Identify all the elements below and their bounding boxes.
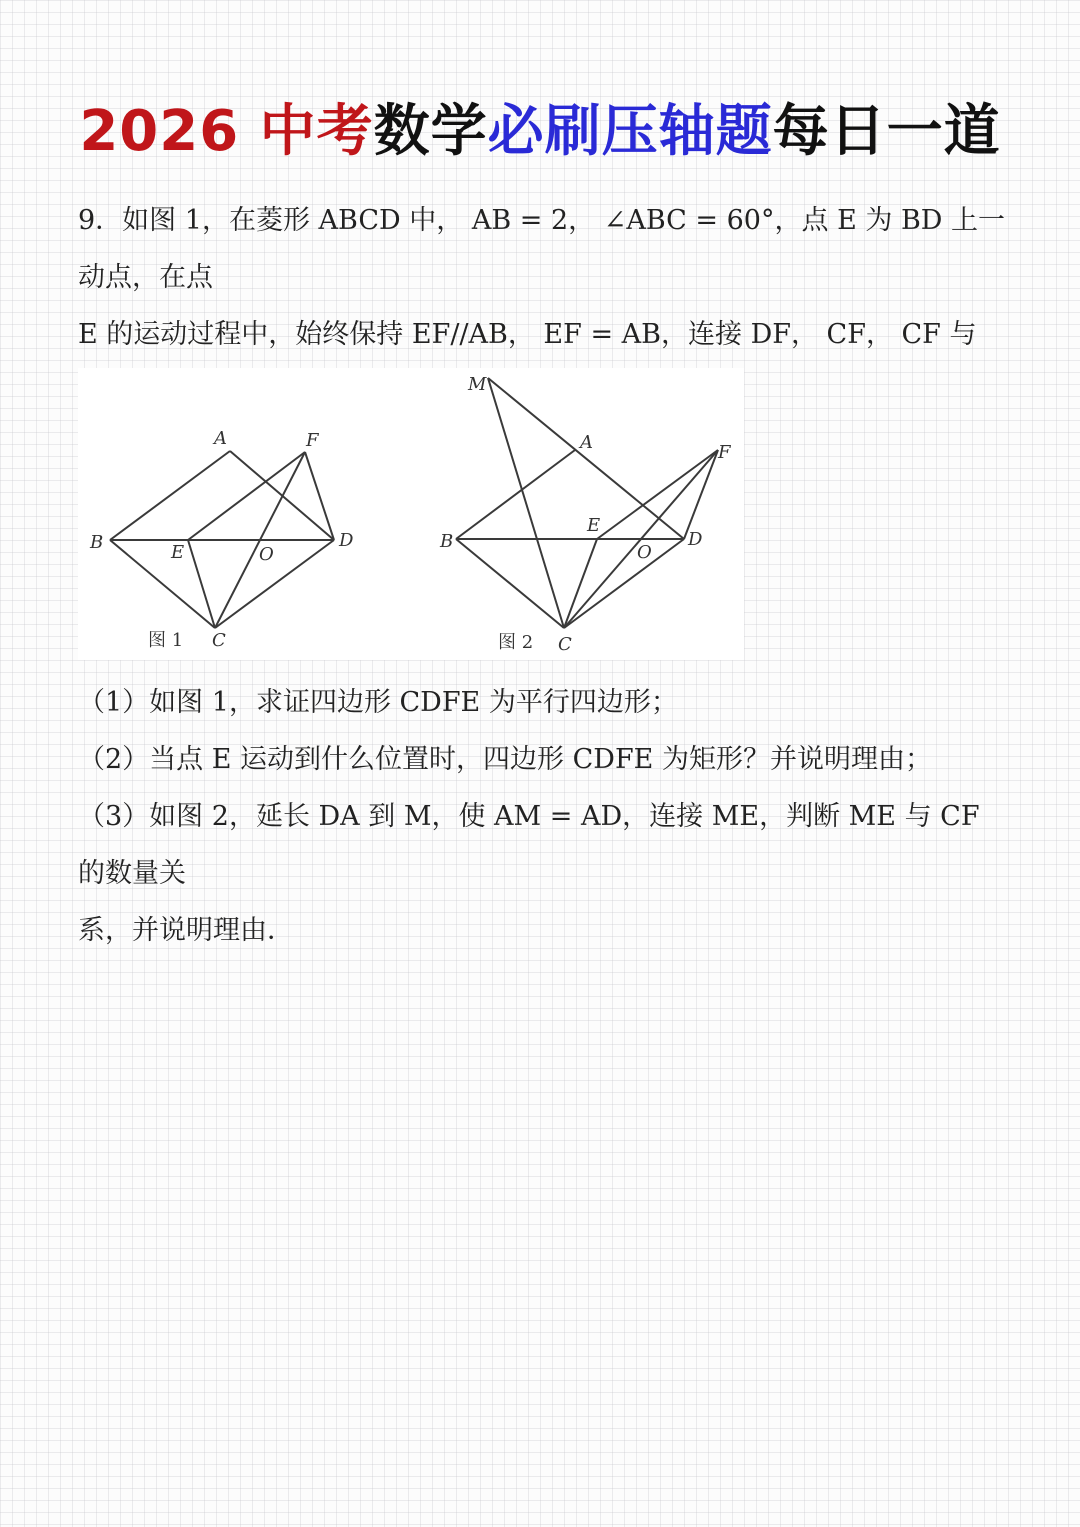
label-e: E <box>587 515 601 536</box>
label-f: F <box>306 430 319 451</box>
label-a: A <box>214 428 227 449</box>
figure-2-caption: 图 2 <box>498 632 534 653</box>
label-c: C <box>212 630 226 651</box>
title-part-subject: 数学 <box>373 99 488 164</box>
figure-2 <box>439 374 732 655</box>
problem-line: 9．如图 1，在菱形 ABCD 中， AB = 2， ∠ABC = 60°，点 E 为 BD 上一动点，在点 <box>78 205 1006 293</box>
segment-md <box>488 378 684 539</box>
label-e: E <box>171 542 185 563</box>
segment-cd <box>215 540 334 628</box>
question-part-2: （2）当点 E 运动到什么位置时，四边形 CDFE 为矩形？并说明理由； <box>78 744 932 775</box>
title-part-exam: 中考 <box>259 99 374 164</box>
label-d: D <box>688 529 703 550</box>
segment-cd <box>564 539 684 628</box>
label-o: O <box>259 544 274 565</box>
segment-me <box>488 378 564 628</box>
segment-ec <box>188 540 215 628</box>
question-parts <box>78 674 1008 959</box>
figure-1 <box>89 428 354 651</box>
label-c: C <box>558 634 572 655</box>
segment-ef <box>597 450 718 539</box>
question-part-1: （1）如图 1，求证四边形 CDFE 为平行四边形； <box>78 687 678 718</box>
question-part-3: （3）如图 2，延长 DA 到 M，使 AM = AD，连接 ME，判断 ME 与 CF 的数量关 <box>78 801 980 889</box>
problem-line: E 的运动过程中，始终保持 EF//AB， EF = AB，连接 DF， CF， CF 与 <box>78 319 977 350</box>
title-part-daily: 每日一道 <box>772 99 1001 164</box>
figure-1-caption: 图 1 <box>148 630 184 651</box>
page-title <box>0 92 1080 172</box>
title-year: 2026 <box>79 99 240 164</box>
question-part-3-cont: 系，并说明理由． <box>78 915 294 946</box>
segment-ab <box>110 451 230 540</box>
geometry-figures-svg <box>78 368 744 660</box>
label-o: O <box>637 542 652 563</box>
geometry-figures <box>78 368 744 660</box>
segment-bc <box>456 539 564 628</box>
label-m: M <box>468 374 487 395</box>
label-f: F <box>718 442 731 463</box>
segment-ab <box>456 450 575 539</box>
segment-bc <box>110 540 215 628</box>
label-b: B <box>90 532 104 553</box>
title-part-topic: 必刷压轴题 <box>487 99 773 164</box>
label-b: B <box>440 531 454 552</box>
label-d: D <box>339 530 354 551</box>
label-a: A <box>580 432 593 453</box>
